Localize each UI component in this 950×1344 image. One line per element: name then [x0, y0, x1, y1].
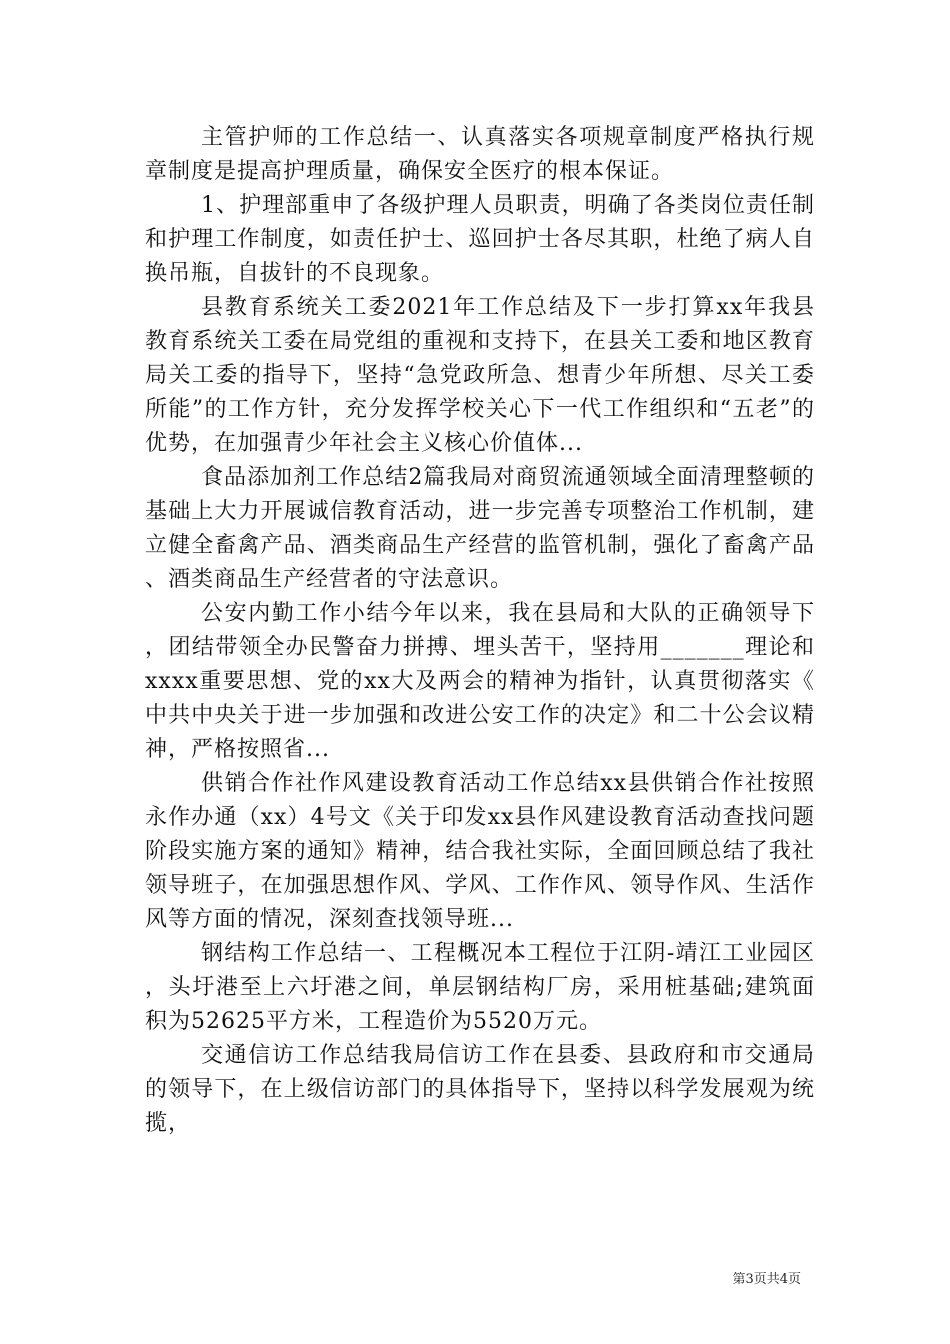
- paragraph-5: 公安内勤工作小结今年以来，我在县局和大队的正确领导下，团结带领全办民警奋力拼搏、埋头苦干，坚持用_______理论和xxxx重要思想、党的xx大及两会的精神为指针，认真贯彻落实《中共中央关于进一步加强和改进公安工作的决定》和二十公会议精神，严格按照省...: [145, 601, 815, 762]
- paragraph-3: 县教育系统关工委2021年工作总结及下一步打算xx年我县教育系统关工委在局党组的重视和支持下，在县关工委和地区教育局关工委的指导下，坚持“急党政所急、想青少年所想、尽关工委所能”的工作方针，充分发挥学校关心下一代工作组织和“五老”的优势，在加强青少年社会主义核心价值体...: [145, 295, 815, 456]
- document-body: [145, 121, 815, 1141]
- paragraph-2: 1、护理部重申了各级护理人员职责，明确了各类岗位责任制和护理工作制度，如责任护士、巡回护士各尽其职，杜绝了病人自换吊瓶，自拔针的不良现象。: [145, 193, 815, 286]
- paragraph-4: 食品添加剂工作总结2篇我局对商贸流通领域全面清理整顿的基础上大力开展诚信教育活动，进一步完善专项整治工作机制，建立健全畜禽产品、酒类商品生产经营的监管机制，强化了畜禽产品、酒类商品生产经营者的守法意识。: [145, 465, 815, 592]
- paragraph-7: 钢结构工作总结一、工程概况本工程位于江阴-靖江工业园区，头圩港至上六圩港之间，单层钢结构厂房，采用桩基础;建筑面积为52625平方米，工程造价为5520万元。: [145, 941, 815, 1034]
- paragraph-6: 供销合作社作风建设教育活动工作总结xx县供销合作社按照永作办通（xx）4号文《关于印发xx县作风建设教育活动查找问题阶段实施方案的通知》精神，结合我社实际，全面回顾总结了我社领导班子，在加强思想作风、学风、工作作风、领导作风、生活作风等方面的情况，深刻查找领导班...: [145, 771, 815, 932]
- paragraph-8: 交通信访工作总结我局信访工作在县委、县政府和市交通局的领导下，在上级信访部门的具体指导下，坚持以科学发展观为统揽，: [145, 1043, 815, 1136]
- paragraph-1: 主管护师的工作总结一、认真落实各项规章制度严格执行规章制度是提高护理质量，确保安全医疗的根本保证。: [145, 125, 815, 184]
- page-number-footer: 第3页共4页: [732, 1272, 801, 1287]
